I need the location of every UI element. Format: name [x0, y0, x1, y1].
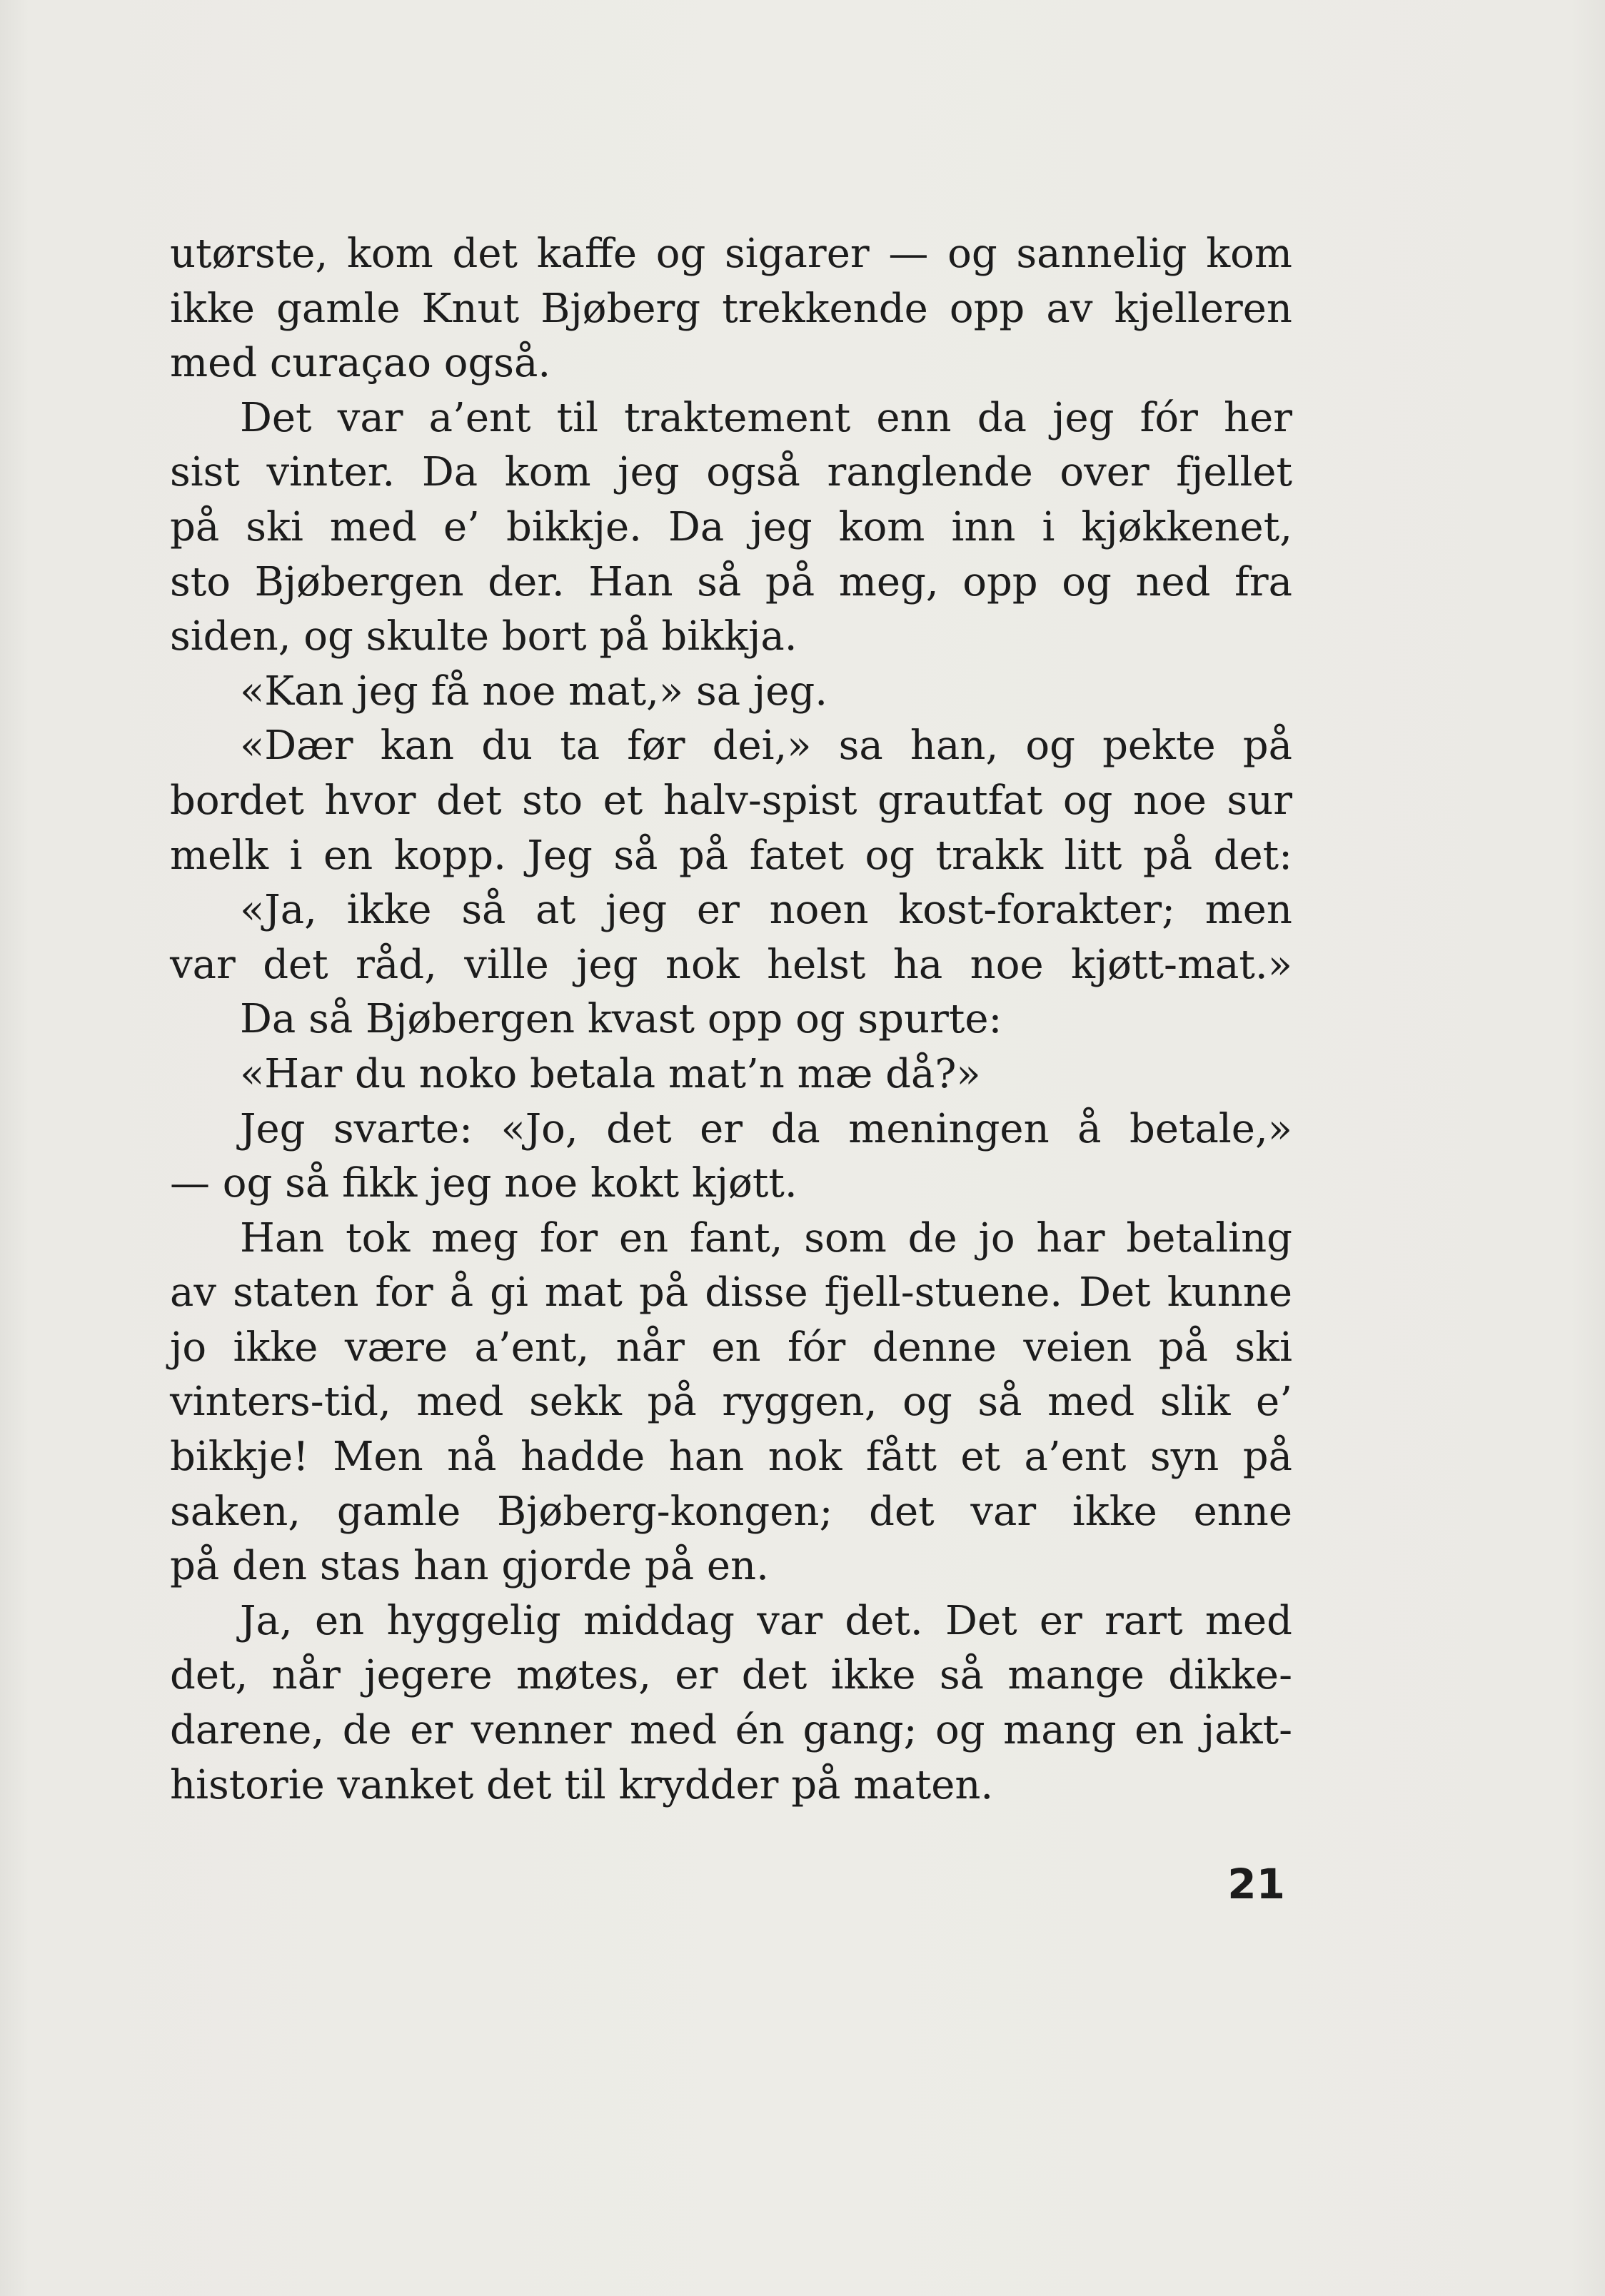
text-line: Ja, en hyggelig middag var det. Det er rart med	[240, 1597, 1292, 1644]
text-line: «Ja, ikke så at jeg er noen kost-forakter; men	[240, 887, 1292, 934]
text-line: melk i en kopp. Jeg så på fatet og trakk litt på det:	[170, 832, 1292, 879]
text-line: jo ikke være a’ent, når en fór denne veien på ski	[170, 1324, 1292, 1371]
text-line: Det var a’ent til traktement enn da jeg fór her	[240, 394, 1292, 441]
text-line: med curaçao også.	[170, 340, 551, 387]
text-line: Han tok meg for en fant, som de jo har betaling	[240, 1214, 1292, 1262]
text-line: sto Bjøbergen der. Han så på meg, opp og ned fra	[170, 558, 1292, 605]
text-line: historie vanket det til krydder på maten.	[170, 1761, 994, 1808]
text-line: ikke gamle Knut Bjøberg trekkende opp av kjelleren	[170, 285, 1292, 332]
text-line: bikkje! Men nå hadde han nok fått et a’ent syn på	[170, 1434, 1292, 1481]
text-line: det, når jegere møtes, er det ikke så mange dikke-	[170, 1652, 1292, 1699]
text-line: Jeg svarte: «Jo, det er da meningen å betale,»	[240, 1105, 1292, 1152]
body-text	[170, 227, 1292, 1813]
text-line: utørste, kom det kaffe og sigarer — og sannelig kom	[170, 231, 1292, 277]
text-line: vinters-tid, med sekk på ryggen, og så med slik e’	[170, 1379, 1292, 1426]
text-line: var det råd, ville jeg nok helst ha noe kjøtt-mat.»	[170, 941, 1292, 988]
text-line: saken, gamle Bjøberg-kongen; det var ikke enne	[170, 1488, 1292, 1535]
text-line: — og så fikk jeg noe kokt kjøtt.	[170, 1160, 798, 1207]
text-line: sist vinter. Da kom jeg også ranglende over fjellet	[170, 449, 1292, 496]
text-line: siden, og skulte bort på bikkja.	[170, 613, 798, 660]
text-line: på ski med e’ bikkje. Da jeg kom inn i kjøkkenet,	[170, 503, 1292, 550]
text-line: «Dær kan du ta før dei,» sa han, og pekte på	[240, 722, 1292, 770]
text-line: «Har du noko betala mat’n mæ då?»	[240, 1050, 981, 1097]
text-line: Da så Bjøbergen kvast opp og spurte:	[240, 996, 1002, 1043]
text-line: på den stas han gjorde på en.	[170, 1543, 769, 1590]
text-line: bordet hvor det sto et halv-spist grautfat og noe sur	[170, 777, 1292, 824]
page-number: 21	[1227, 1860, 1285, 1908]
text-line: «Kan jeg få noe mat,» sa jeg.	[240, 668, 828, 715]
text-line: av staten for å gi mat på disse fjell-stuene. Det kunne	[170, 1269, 1292, 1316]
text-line: darene, de er venner med én gang; og mang en jakt-	[170, 1707, 1292, 1754]
